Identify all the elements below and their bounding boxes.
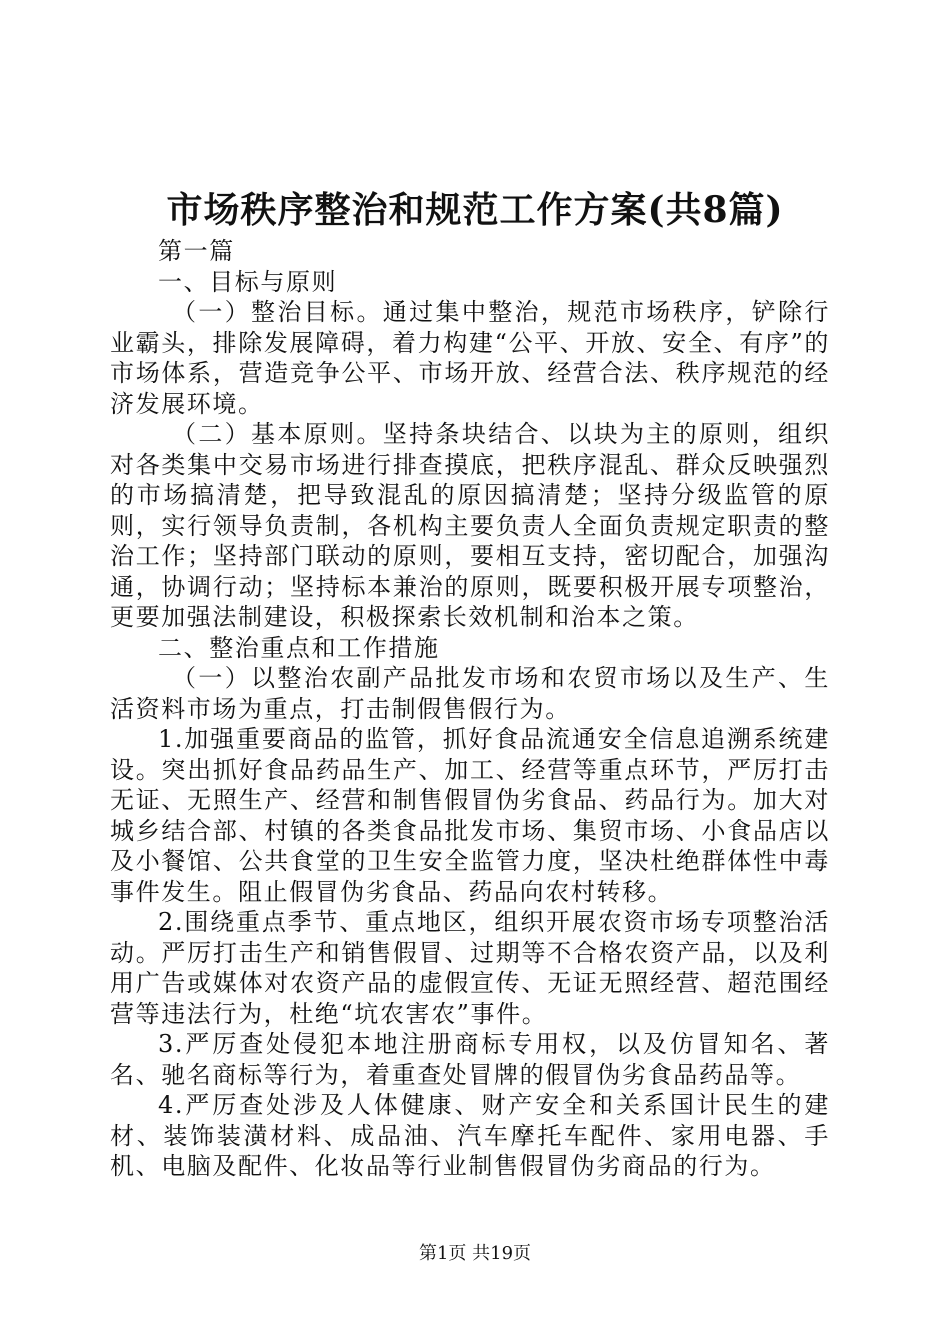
list-item-1: 1.加强重要商品的监管，抓好食品流通安全信息追溯系统建设。突出抓好食品药品生产、加工、经营等重点环节，严厉打击无证、无照生产、经营和制售假冒伪劣食品、药品行为。加大对城乡结合部、村镇的各类食品批发市场、集贸市场、小食品店以及小餐馆、公共食堂的卫生安全监管力度，坚决杜绝群体性中毒事件发生。阻止假冒伪劣食品、药品向农村转移。 <box>110 725 830 906</box>
list-item-3: 3.严厉查处侵犯本地注册商标专用权，以及仿冒知名、著名、驰名商标等行为，着重查处冒牌的假冒伪劣食品药品等。 <box>110 1030 830 1089</box>
list-item-4: 4.严厉查处涉及人体健康、财产安全和关系国计民生的建材、装饰装潢材料、成品油、汽车摩托车配件、家用电器、手机、电脑及配件、化妆品等行业制售假冒伪劣商品的行为。 <box>110 1091 830 1180</box>
section-heading-1: 一、目标与原则 <box>158 267 338 296</box>
part-heading: 第一篇 <box>158 237 235 265</box>
paragraph-goal: （一）整治目标。通过集中整治，规范市场秩序，铲除行业霸头，排除发展障碍，着力构建“公平、开放、安全、有序”的市场体系，营造竞争公平、市场开放、经营合法、秩序规范的经济发展环境。 <box>110 298 830 418</box>
page-footer: 第1页 共19页 <box>418 1243 532 1264</box>
document-body <box>110 236 830 1182</box>
paragraph-focus: （一）以整治农副产品批发市场和农贸市场以及生产、生活资料市场为重点，打击制假售假行为。 <box>110 664 830 723</box>
section-heading-2: 二、整治重点和工作措施 <box>158 633 440 662</box>
document-title: 市场秩序整治和规范工作方案(共8篇) <box>166 189 784 231</box>
list-item-2: 2.围绕重点季节、重点地区，组织开展农资市场专项整治活动。严厉打击生产和销售假冒、过期等不合格农资产品，以及利用广告或媒体对农资产品的虚假宣传、无证无照经营、超范围经营等违法行为，杜绝“坑农害农”事件。 <box>110 908 830 1028</box>
paragraph-principles: （二）基本原则。坚持条块结合、以块为主的原则，组织对各类集中交易市场进行排查摸底，把秩序混乱、群众反映强烈的市场搞清楚，把导致混乱的原因搞清楚；坚持分级监管的原则，实行领导负责制，各机构主要负责人全面负责规定职责的整治工作；坚持部门联动的原则，要相互支持，密切配合，加强沟通，协调行动；坚持标本兼治的原则，既要积极开展专项整治，更要加强法制建设，积极探索长效机制和治本之策。 <box>110 420 830 631</box>
